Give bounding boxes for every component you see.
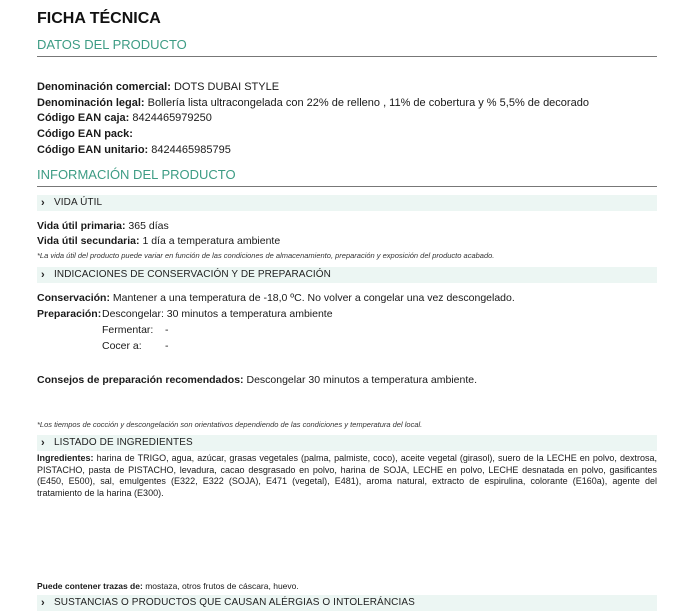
ingredients-text: harina de TRIGO, agua, azúcar, grasas vegetales (palma, palmiste, coco), aceite vegetal (girasol), suero de la LECHE en polvo, dextrosa, PISTACHO, pasta de PISTACHO, levadura, cacao desgrasado en polvo, harina de SOJA, LECHE en polvo, LECHE desnatada en polvo, gasificantes (E450, E500), sal, emulgentes (E322, E322 (SOJA), E471 (vegetal), E481), aroma natural, extracto de espirulina, colorante (E160a), agente del tratamiento de la harina (E300). <box>37 453 657 498</box>
field-label: Consejos de preparación recomendados: <box>37 374 244 386</box>
field-value: Mantener a una temperatura de -18,0 ºC. No volver a congelar una vez descongelado. <box>112 292 515 304</box>
field-conservacion <box>37 291 515 305</box>
field-label: Vida útil secundaria: <box>37 235 140 247</box>
field-label: Denominación comercial: <box>37 81 171 93</box>
field-value: Descongelar 30 minutos a temperatura ambiente. <box>246 374 478 386</box>
field-ean-caja <box>37 111 212 125</box>
traces-label: Puede contener trazas de: <box>37 581 143 591</box>
section-heading-informacion: INFORMACIÓN DEL PRODUCTO <box>37 167 236 182</box>
traces-line <box>37 581 299 591</box>
field-cocer-label: Cocer a: <box>102 340 142 352</box>
section-divider <box>37 186 657 187</box>
field-label: Código EAN unitario: <box>37 144 149 156</box>
ingredients-label: Ingredientes: <box>37 453 94 463</box>
traces-value: mostaza, otros frutos de cáscara, huevo. <box>145 581 299 591</box>
field-value: 8424465985795 <box>151 144 231 156</box>
band-label: INDICACIONES DE CONSERVACIÓN Y DE PREPARACIÓN <box>54 269 331 280</box>
field-value: 8424465979250 <box>132 112 212 124</box>
band-label: SUSTANCIAS O PRODUCTOS QUE CAUSAN ALÉRGIAS O INTOLERÁNCIAS <box>54 597 415 608</box>
band-label: VIDA ÚTIL <box>54 197 103 208</box>
field-value: Bollería lista ultracongelada con 22% de relleno , 11% de cobertura y % 5,5% de decorado <box>147 97 589 109</box>
field-label: Código EAN pack: <box>37 128 133 140</box>
field-denominacion-comercial <box>37 80 279 94</box>
section-divider <box>37 56 657 57</box>
field-label: Vida útil primaria: <box>37 220 126 232</box>
field-label: Código EAN caja: <box>37 112 130 124</box>
chevron-right-icon: › <box>41 437 45 449</box>
field-preparacion-label <box>37 307 101 321</box>
field-consejos <box>37 373 477 387</box>
field-cocer-value: - <box>165 340 169 352</box>
field-ean-unitario <box>37 143 231 157</box>
field-label: Descongelar: <box>102 308 164 320</box>
band-alergias <box>37 595 657 611</box>
field-value: 30 minutos a temperatura ambiente <box>166 308 333 320</box>
band-conservacion <box>37 267 657 283</box>
field-value: DOTS DUBAI STYLE <box>173 81 280 93</box>
field-label: Conservación: <box>37 292 110 304</box>
field-value: 365 días <box>128 220 169 232</box>
chevron-right-icon: › <box>41 269 45 281</box>
field-fermentar-value: - <box>165 324 169 336</box>
band-ingredientes <box>37 435 657 451</box>
band-label: LISTADO DE INGREDIENTES <box>54 437 193 448</box>
field-fermentar-label: Fermentar: <box>102 324 154 336</box>
field-label: Denominación legal: <box>37 97 145 109</box>
band-vida-util <box>37 195 657 211</box>
vida-util-note: *La vida útil del producto puede variar en función de las condiciones de almacenamiento, preparación y exposición del producto acabado. <box>37 251 495 260</box>
chevron-right-icon: › <box>41 197 45 209</box>
field-vida-util-secundaria <box>37 234 280 248</box>
section-heading-datos: DATOS DEL PRODUCTO <box>37 37 187 52</box>
chevron-right-icon: › <box>41 597 45 609</box>
ingredients-paragraph <box>37 453 657 499</box>
field-value: 1 día a temperatura ambiente <box>142 235 281 247</box>
field-denominacion-legal <box>37 96 589 110</box>
field-ean-pack <box>37 127 133 141</box>
field-label: Preparación: <box>37 308 102 320</box>
field-descongelar <box>102 307 333 321</box>
conservacion-note: *Los tiempos de cocción y descongelación son orientativos dependiendo de las condiciones y temperatura del local. <box>37 420 423 429</box>
field-vida-util-primaria <box>37 219 169 233</box>
document-title: FICHA TÉCNICA <box>37 10 161 27</box>
